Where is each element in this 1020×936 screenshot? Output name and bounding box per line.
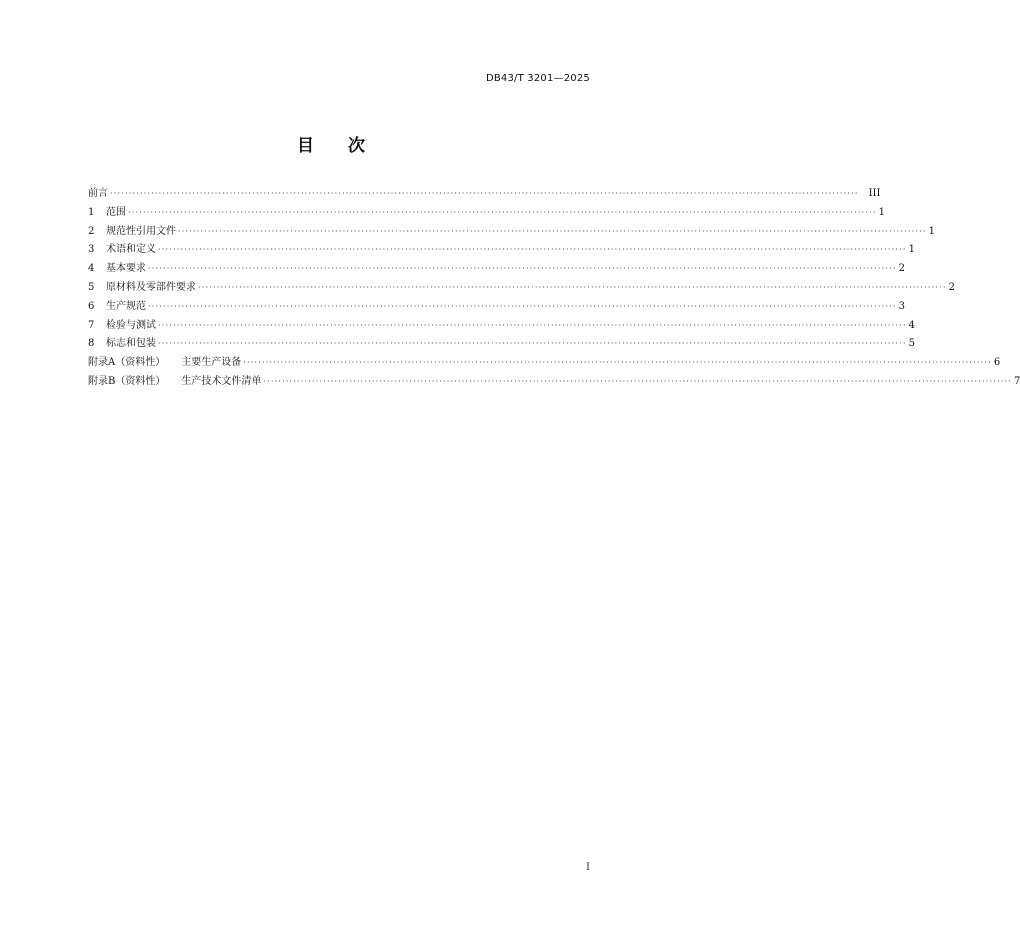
toc-entry-number: 5 bbox=[88, 281, 95, 293]
page-number: I bbox=[586, 862, 590, 873]
toc-entry-page: 1 bbox=[928, 225, 935, 237]
toc-entry-subtitle: 生产技术文件清单 bbox=[181, 375, 262, 387]
toc-entry-number: 4 bbox=[88, 263, 95, 275]
toc-entry-page: 2 bbox=[898, 263, 905, 275]
toc-entry-number: 3 bbox=[88, 244, 95, 256]
toc-entry-number: 2 bbox=[88, 225, 95, 237]
dot-leader: ········································································································································································································ bbox=[263, 376, 1012, 386]
toc-entry-page: 7 bbox=[1013, 375, 1020, 387]
toc-entry[interactable] bbox=[88, 335, 915, 354]
toc-entry-page: 2 bbox=[948, 281, 955, 293]
dot-leader: ········································································································································································································ bbox=[110, 189, 859, 198]
toc-entry-page: 4 bbox=[908, 319, 915, 331]
toc-entry[interactable] bbox=[88, 279, 955, 298]
page-title: 目 次 bbox=[297, 136, 365, 156]
toc-entry[interactable] bbox=[88, 241, 915, 260]
dot-leader: ········································································································································································································ bbox=[198, 282, 947, 292]
standard-code: DB43/T 3201—2025 bbox=[485, 73, 590, 84]
toc-entry-label: 原材料及零部件要求 bbox=[106, 281, 196, 293]
toc-entry-page: 1 bbox=[878, 206, 885, 218]
dot-leader: ········································································································································································································ bbox=[158, 339, 907, 349]
toc-entry-label: 附录B（资料性） bbox=[88, 375, 166, 387]
toc-entry-subtitle: 主要生产设备 bbox=[181, 357, 242, 369]
toc-entry[interactable] bbox=[88, 298, 905, 317]
table-of-contents bbox=[88, 185, 1020, 392]
toc-entry-label: 前言 bbox=[88, 188, 108, 199]
dot-leader: ········································································································································································································ bbox=[158, 320, 907, 330]
dot-leader: ········································································································································································································ bbox=[128, 207, 877, 217]
toc-entry-page: 5 bbox=[908, 338, 915, 350]
toc-entry[interactable] bbox=[88, 204, 885, 223]
toc-entry-number: 1 bbox=[88, 206, 95, 218]
toc-entry-label: 标志和包装 bbox=[106, 338, 156, 350]
toc-entry[interactable] bbox=[88, 260, 905, 279]
toc-entry-label: 基本要求 bbox=[106, 263, 146, 275]
toc-entry-label: 附录A（资料性） bbox=[88, 357, 166, 369]
dot-leader: ········································································································································································································ bbox=[148, 264, 897, 274]
dot-leader: ········································································································································································································ bbox=[243, 358, 992, 368]
toc-entry-number: 8 bbox=[88, 338, 95, 350]
toc-entry-page: 3 bbox=[898, 300, 905, 312]
toc-entry[interactable] bbox=[88, 354, 1001, 373]
toc-entry-label: 生产规范 bbox=[106, 300, 146, 312]
toc-entry-label: 规范性引用文件 bbox=[106, 225, 176, 237]
toc-entry[interactable] bbox=[88, 223, 935, 242]
toc-entry-label: 检验与测试 bbox=[106, 319, 156, 331]
dot-leader: ········································································································································································································ bbox=[178, 226, 927, 236]
dot-leader: ········································································································································································································ bbox=[158, 245, 907, 255]
toc-entry[interactable] bbox=[88, 373, 1020, 392]
toc-entry-page: III bbox=[868, 188, 881, 199]
toc-entry-label: 范围 bbox=[106, 206, 126, 218]
toc-entry-number: 7 bbox=[88, 319, 95, 331]
toc-entry[interactable] bbox=[88, 317, 915, 336]
toc-entry-page: 6 bbox=[993, 357, 1001, 369]
dot-leader: ········································································································································································································ bbox=[148, 301, 897, 311]
toc-entry-label: 术语和定义 bbox=[106, 244, 156, 256]
toc-entry[interactable] bbox=[88, 185, 881, 204]
toc-entry-number: 6 bbox=[88, 300, 95, 312]
toc-entry-page: 1 bbox=[908, 244, 915, 256]
